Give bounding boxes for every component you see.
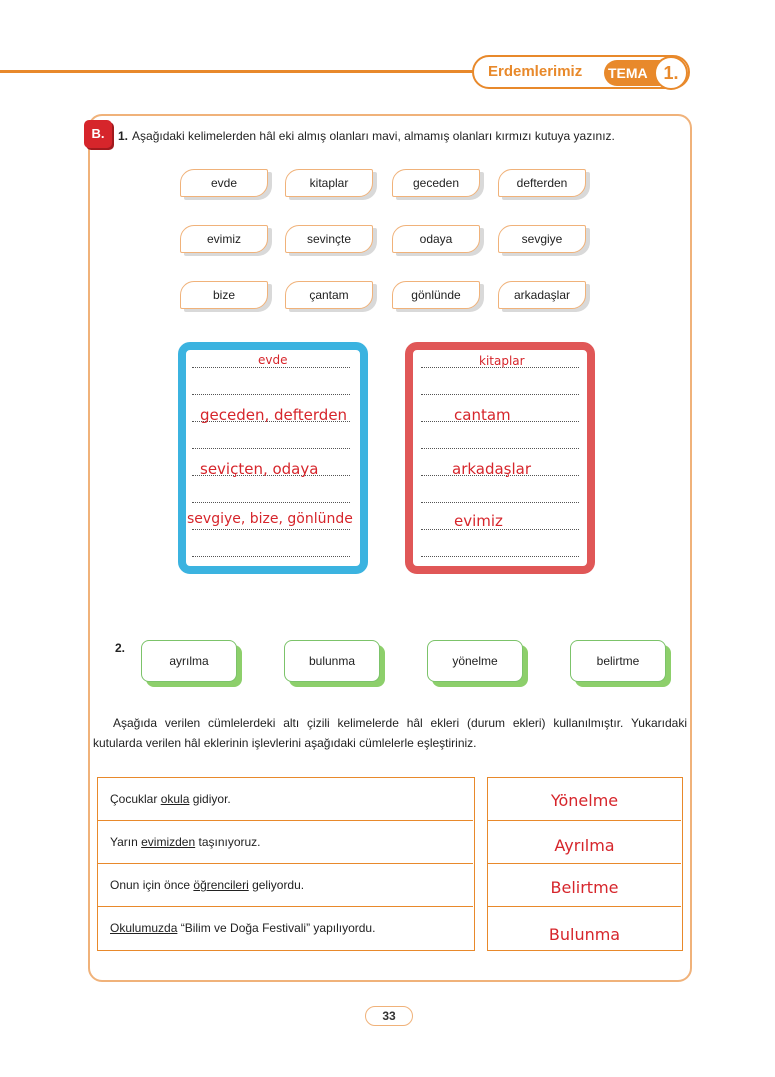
answer-row	[488, 864, 681, 907]
dotted-line	[192, 448, 350, 449]
dotted-line	[192, 502, 350, 503]
word-tag: çantam	[285, 281, 373, 309]
word-tag: evimiz	[180, 225, 268, 253]
q1-number: 1.	[118, 129, 129, 143]
case-answer: Bulunma	[548, 925, 621, 944]
case-answer: Yönelme	[550, 791, 619, 810]
case-answer: Ayrılma	[554, 836, 615, 855]
case-answer: Belirtme	[550, 878, 619, 897]
sentence-text: gidiyor.	[189, 792, 231, 806]
q1-instruction-text: Aşağıdaki kelimelerden hâl eki almış olanları mavi, almamış olanları kırmızı kutuya yazınız.	[132, 129, 615, 143]
dotted-line	[192, 556, 350, 557]
word-tag: arkadaşlar	[498, 281, 586, 309]
tema-label: TEMA	[608, 65, 648, 81]
word-tag: defterden	[498, 169, 586, 197]
section-badge: B.	[84, 120, 112, 148]
word-tag: evde	[180, 169, 268, 197]
dotted-line	[421, 448, 579, 449]
red-answer: evimiz	[454, 512, 503, 530]
blue-answer: sevgiye, bize, gönlünde	[187, 511, 353, 527]
underlined-word: öğrencileri	[193, 878, 249, 892]
blue-answer: geceden, defterden	[200, 406, 348, 424]
underlined-word: evimizden	[141, 835, 196, 849]
sentence-text: Onun için önce	[110, 878, 194, 892]
red-answer: arkadaşlar	[452, 460, 532, 478]
dotted-line	[192, 367, 350, 368]
word-tag: sevgiye	[498, 225, 586, 253]
sentence-row	[98, 778, 473, 821]
sentence-row	[98, 907, 473, 950]
sentence-row	[98, 864, 473, 907]
case-tag-belirtme: belirtme	[570, 640, 666, 682]
case-tag-ayrilma: ayrılma	[141, 640, 237, 682]
dotted-line	[421, 394, 579, 395]
word-tag: geceden	[392, 169, 480, 197]
case-tag-yonelme: yönelme	[427, 640, 523, 682]
word-tag: gönlünde	[392, 281, 480, 309]
page-number: 33	[365, 1006, 413, 1026]
dotted-line	[192, 529, 350, 530]
underlined-word: okula	[160, 792, 190, 806]
blue-answer: seviçten, odaya	[200, 460, 319, 478]
case-tag-bulunma: bulunma	[284, 640, 380, 682]
answer-row	[488, 821, 681, 864]
sentence-text: geliyordu.	[248, 878, 305, 892]
q1-instruction	[118, 129, 615, 143]
tema-number: 1.	[654, 56, 688, 90]
dotted-line	[192, 394, 350, 395]
red-answer-box	[405, 342, 595, 574]
red-answer: cantam	[454, 406, 511, 424]
sentence-text: Yarın	[110, 835, 142, 849]
underlined-word: Okulumuzda	[110, 921, 178, 935]
word-tag: bize	[180, 281, 268, 309]
dotted-line	[421, 556, 579, 557]
header-title: Erdemlerimiz	[488, 63, 583, 80]
word-tag: sevinçte	[285, 225, 373, 253]
dotted-line	[421, 502, 579, 503]
word-tag: odaya	[392, 225, 480, 253]
sentence-text: “Bilim ve Doğa Festivali” yapılıyordu.	[177, 921, 376, 935]
sentence-text: Çocuklar	[110, 792, 161, 806]
answer-row	[488, 778, 681, 821]
word-tag: kitaplar	[285, 169, 373, 197]
sentence-table	[97, 777, 475, 951]
red-answer: kitaplar	[479, 354, 525, 368]
sentence-row	[98, 821, 473, 864]
answer-table	[487, 777, 683, 951]
q2-number: 2.	[115, 641, 126, 655]
blue-answer: evde	[258, 353, 288, 367]
sentence-text: taşınıyoruz.	[195, 835, 261, 849]
header-rule	[0, 70, 478, 73]
q2-instruction: Aşağıda verilen cümlelerdeki altı çizili kelimelerde hâl ekleri (durum ekleri) kullanılmıştır. Yukarıdaki kutularda verilen hâl eklerinin işlevlerini aşağıdaki cümlelerle eşleştiriniz.	[93, 716, 687, 750]
answer-row	[488, 907, 681, 950]
blue-answer-box	[178, 342, 368, 574]
